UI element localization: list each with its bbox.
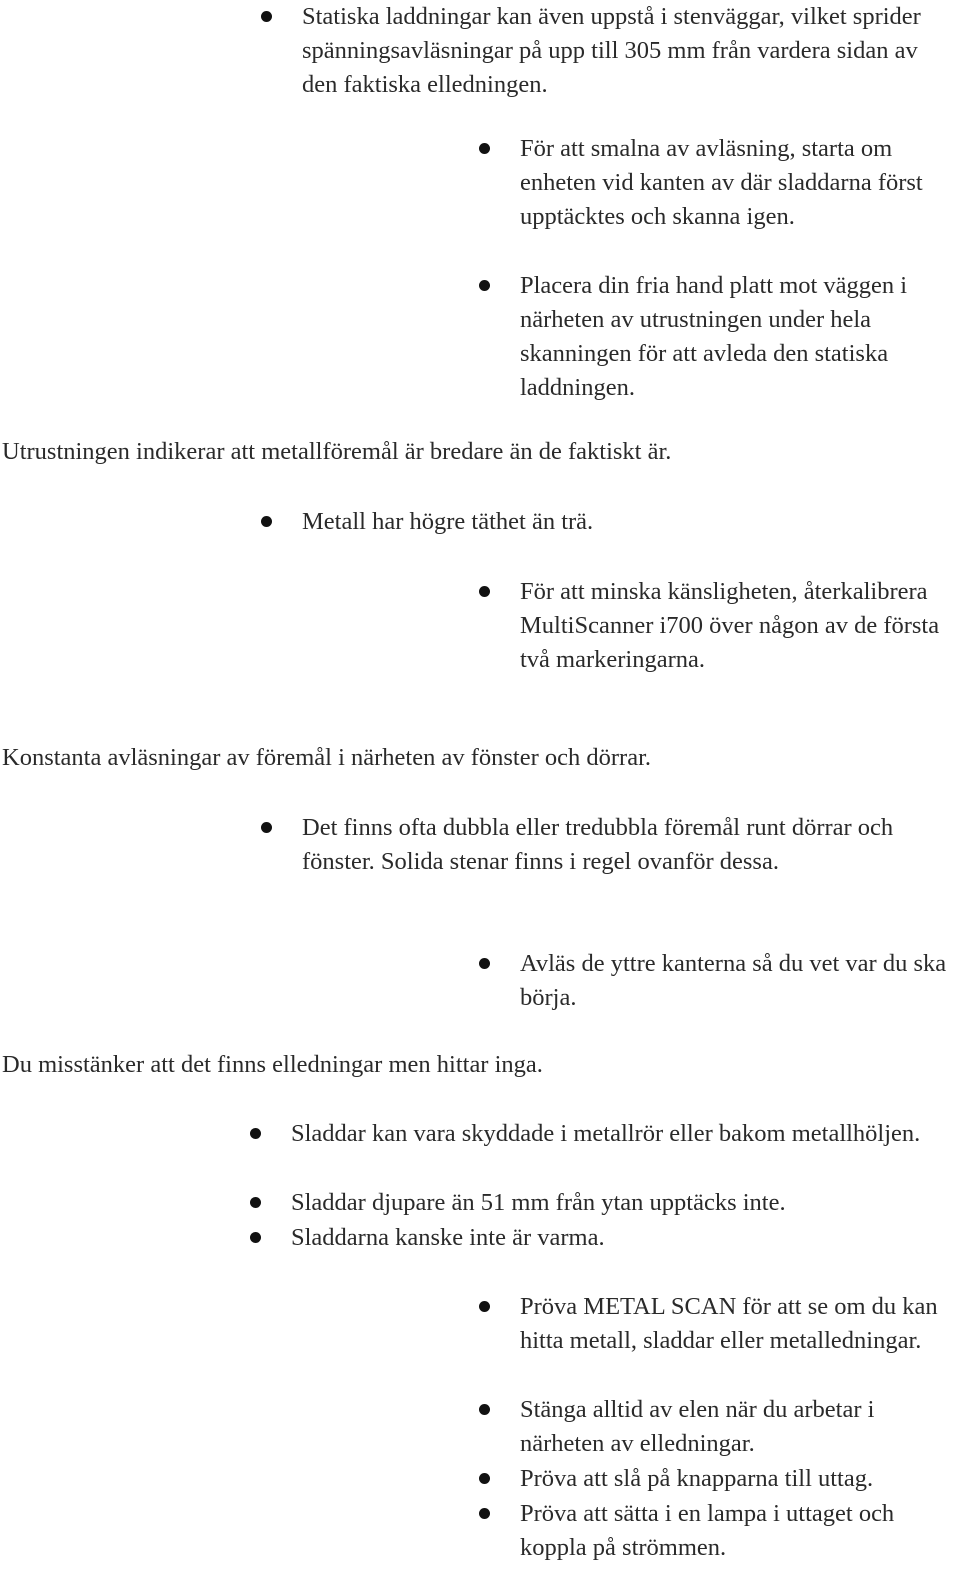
- list-item: [520, 269, 950, 405]
- bullet-icon: [479, 280, 490, 291]
- list-item: [520, 132, 950, 234]
- list-item-text: Sladdar kan vara skyddade i metallrör eller bakom metallhöljen.: [291, 1120, 921, 1147]
- list-item: [520, 575, 950, 677]
- bullet-icon: [479, 958, 490, 969]
- list-item-text: Pröva att sätta i en lampa i uttaget och koppla på strömmen.: [520, 1500, 895, 1561]
- list-item-text: För att smalna av avläsning, starta om enheten vid kanten av där sladdarna först upptäcktes och skanna igen.: [520, 135, 923, 230]
- list-item-text: För att minska känsligheten, återkalibrera MultiScanner i700 över någon av de första två markeringarna.: [520, 578, 940, 673]
- bullet-icon: [479, 1404, 490, 1415]
- bullet-icon: [250, 1128, 261, 1139]
- list-item: [520, 1393, 950, 1461]
- list-item: [302, 505, 952, 539]
- list-item: [291, 1221, 941, 1255]
- section-heading: Konstanta avläsningar av föremål i närheten av fönster och dörrar.: [2, 744, 651, 771]
- bullet-icon: [479, 143, 490, 154]
- list-item-text: Det finns ofta dubbla eller tredubbla föremål runt dörrar och fönster. Solida stenar finns i regel ovanför dessa.: [302, 814, 894, 875]
- list-item: [520, 1462, 950, 1496]
- bullet-icon: [261, 822, 272, 833]
- bullet-icon: [261, 11, 272, 22]
- list-item-text: Sladdar djupare än 51 mm från ytan upptäcks inte.: [291, 1189, 786, 1216]
- bullet-icon: [479, 1473, 490, 1484]
- list-item: [520, 947, 950, 1015]
- list-item: [302, 0, 952, 102]
- list-item: [520, 1497, 950, 1565]
- list-item-text: Metall har högre täthet än trä.: [302, 508, 594, 535]
- list-item: [302, 811, 952, 879]
- section-heading: Utrustningen indikerar att metallföremål är bredare än de faktiskt är.: [2, 438, 672, 465]
- list-item-text: Avläs de yttre kanterna så du vet var du ska börja.: [520, 950, 947, 1011]
- bullet-icon: [261, 516, 272, 527]
- list-item: [291, 1186, 941, 1220]
- bullet-icon: [479, 1301, 490, 1312]
- section-heading: Du misstänker att det finns elledningar men hittar inga.: [2, 1051, 543, 1078]
- list-item-text: Placera din fria hand platt mot väggen i närheten av utrustningen under hela skanningen för att avleda den statiska laddningen.: [520, 272, 908, 401]
- list-item-text: Stänga alltid av elen när du arbetar i närheten av elledningar.: [520, 1396, 875, 1457]
- bullet-icon: [250, 1197, 261, 1208]
- list-item: [291, 1117, 941, 1151]
- list-item-text: Sladdarna kanske inte är varma.: [291, 1224, 605, 1251]
- list-item-text: Statiska laddningar kan även uppstå i stenväggar, vilket sprider spänningsavläsningar på upp till 305 mm från vardera sidan av den faktiska elledningen.: [302, 3, 921, 98]
- bullet-icon: [250, 1232, 261, 1243]
- list-item: [520, 1290, 950, 1358]
- bullet-icon: [479, 1508, 490, 1519]
- list-item-text: Pröva att slå på knapparna till uttag.: [520, 1465, 874, 1492]
- list-item-text: Pröva METAL SCAN för att se om du kan hitta metall, sladdar eller metalledningar.: [520, 1293, 938, 1354]
- bullet-icon: [479, 586, 490, 597]
